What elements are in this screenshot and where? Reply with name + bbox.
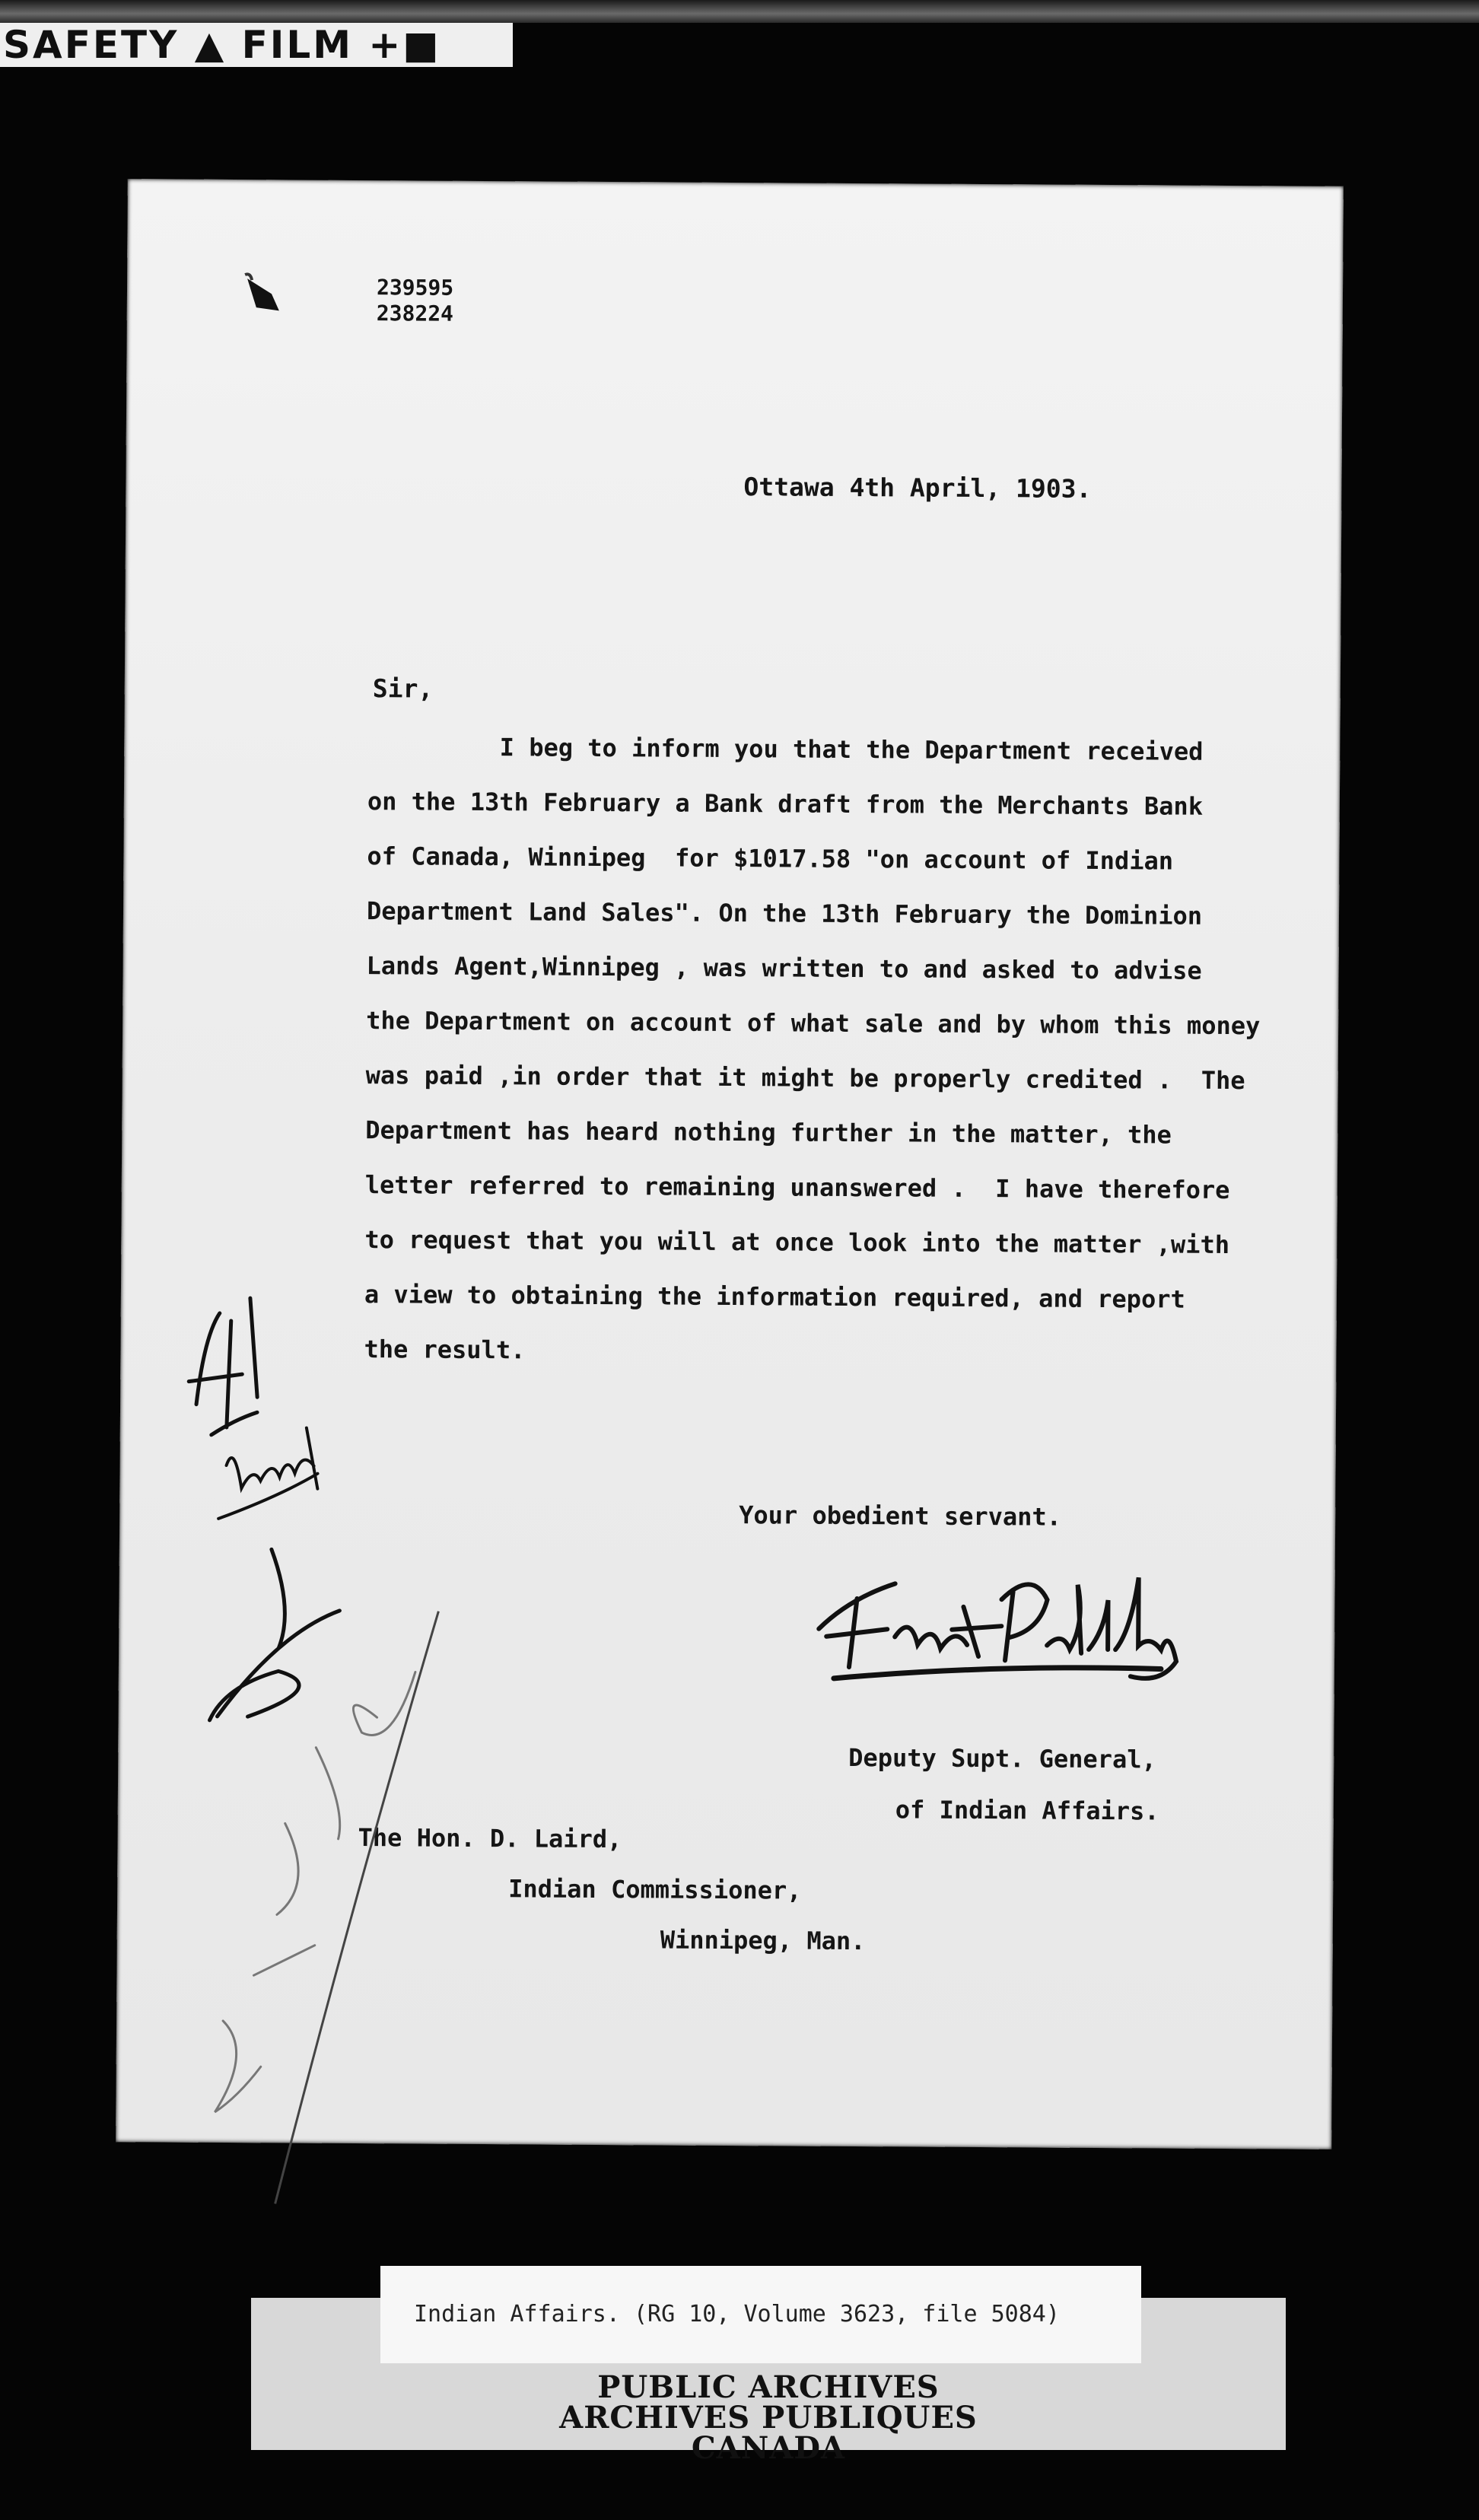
- signature: [803, 1553, 1230, 1700]
- ink-mark-icon: [241, 271, 287, 317]
- addressee-line: Indian Commissioner,: [508, 1874, 802, 1905]
- addressee-line: The Hon. D. Laird,: [358, 1823, 622, 1854]
- body-line: Department Land Sales". On the 13th February the Dominion: [366, 896, 1203, 931]
- body-line: Department has heard nothing further in the matter, the: [365, 1115, 1172, 1150]
- body-line: Lands Agent,Winnipeg , was written to and asked to advise: [366, 951, 1202, 985]
- archive-stamp: [502, 2369, 1035, 2466]
- margin-handwritten-notes: [161, 1290, 517, 2281]
- closing: Your obedient servant.: [739, 1500, 1062, 1532]
- body-line: was paid ,in order that it might be properly credited . The: [365, 1061, 1245, 1096]
- body-line: the result.: [364, 1335, 526, 1365]
- letter-page: [116, 179, 1344, 2149]
- body-line: of Canada, Winnipeg for $1017.58 "on account of Indian: [367, 842, 1174, 876]
- body-line: a view to obtaining the information required, and report: [364, 1280, 1185, 1314]
- body-line: letter referred to remaining unanswered . I have therefore: [364, 1170, 1230, 1205]
- body-line: I beg to inform you that the Department received: [367, 732, 1204, 766]
- file-numbers: [377, 275, 454, 327]
- title-line: Deputy Supt. General,: [848, 1742, 1156, 1774]
- file-number: 238224: [376, 301, 454, 326]
- stamp-line: PUBLIC ARCHIVES: [597, 2369, 940, 2405]
- film-label: SAFETY ▲ FILM +■: [0, 23, 513, 67]
- signatory-title: [848, 1732, 1160, 1837]
- title-line: of Indian Affairs.: [895, 1795, 1159, 1826]
- body-line: to request that you will at once look into the matter ,with: [364, 1225, 1230, 1260]
- letter-body: [364, 719, 1261, 1382]
- addressee-line: Winnipeg, Man.: [660, 1925, 866, 1956]
- stamp-line: ARCHIVES PUBLIQUES: [559, 2400, 978, 2436]
- salutation: Sir,: [372, 673, 434, 704]
- body-line: on the 13th February a Bank draft from the Merchants Bank: [367, 787, 1204, 821]
- stamp-line: CANADA: [691, 2430, 846, 2466]
- date-line: Ottawa 4th April, 1903.: [743, 472, 1092, 504]
- file-number: 239595: [376, 275, 454, 301]
- archive-reference-label: Indian Affairs. (RG 10, Volume 3623, file 5084): [380, 2266, 1141, 2363]
- film-edge: [0, 0, 1479, 23]
- body-line: the Department on account of what sale and by whom this money: [366, 1006, 1261, 1041]
